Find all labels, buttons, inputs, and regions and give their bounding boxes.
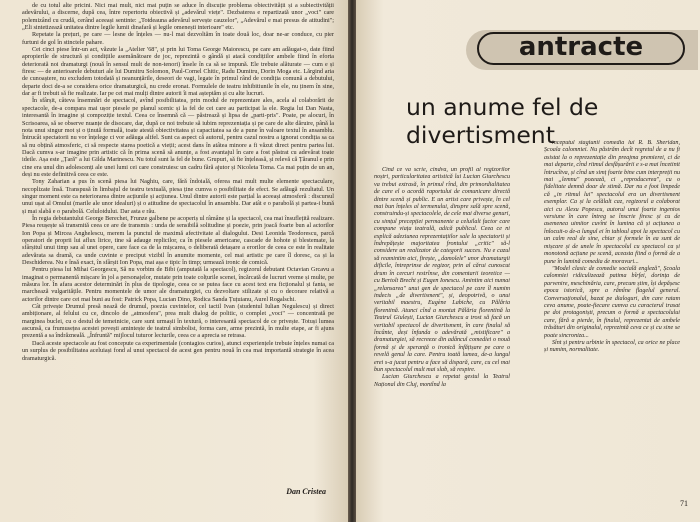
paragraph: începutul stagiunii comedia lui R. B. Sheridan, Școala calomniei. Nu păstrăm decît regretul de a nu fi asistat la o reprezentație din preajma premierei, ci de mai departe, cînd ritmul desfășurării e s-a mai încetinit întrucîtva, și cînd un simț foarte bine cum interpreții nu mai „lemnu" pozează, ci „reproducerea", cu o fidelitate demnă doar de stimă. Dar nu e foot limpede că „in ritmul lui" spectacolul era un divertisment exemplar. Ca și la celălalt caz, regizorul a colaborat aici cu Alexu Popescu, autorul unui foarte ingenios versiune în care întreg se înscrie firesc și cu de asemenea uimitor cuvînt în lumina că și acțiunea a înlocuit-o de-a lungul ei în tabloul apoi la spectacol cu un calm real de sine, chiar și formele în ea sunt de mișcare și de unele în spectacolul cu spectacol ca și monotonă acțiune pe scenă, aceasta fiind o formă de a pune în lumină comedia de moravuri... <box>544 140 680 265</box>
paragraph: Cei cinci piese într-un act, văzute la „Atelier '68", și prin lui Toma George Maiorescu, pe care am adăugat-o, date fiind apropierile de structură și condițiile asemănătoare de joc, reprezintă o gândă și atacă condițiilor ambele fiind în eforta deteriorată noi dramaturgi (nouă în sensul mult de non-tenori) însele în ca să se impună. Ele trebuie alăturate — cum e și firesc — de anterioarele debuturi ale lui Dumitru Solomon, Paul-Cornel Chitic, Radu Dumitru, Dorin Moga etc. Lărgind aria de cunoaștere, nu excludem totodată și neanunțările, deseori de vagi, legate în primul rând de condiția comună a debutului, departe doci de-a se considera orice dramaturgică, nu crede eronat. Formulele de teatru inhibitiunile în ele, nu ținem în sine, dar ar fi trebuit să fie realizate. Iar pe cei mai mulți dintre autorii îi mai așteptăm și cu alte lucruri. <box>22 46 334 98</box>
paragraph: de cu totul alte pricini. Nici mai mult, nici mai puțin se aduce în discuție problema obiectivității și a subiectivității adevărului, a discerne, după cea, între repertoriu obiectivă și „adevărul viețe". Dezbaterea e repartizată unor „voci" care polemizând cu crudă, cerând aceeași sentinte: „Totdeauna adevărul servește cauzelor", „Adevărul e mai presus de atitudini"; „Eli sintetizează unitatea dintre legile lumii dinafară și legile omenești interioare" etc. <box>22 2 334 32</box>
left-page-body <box>22 2 334 482</box>
left-page <box>0 0 348 522</box>
paragraph: Lucian Giurchescu a repetat gestul la Teatrul Național din Cluj, montînd la <box>374 374 510 388</box>
paragraph: Cînd ce va scrie, cîndva, un profil al regizorilor noștri, particularitatea artistică lui Lucian Giurchescu va trebui extrasă, în primul rînd, din primordialitatea de care el o acordă raportului de comunicare directă dintre scenă și public. E un artist care privește, în cel mai bun înțeles al termenului, dinspre sală spre scenă, construindu-și spectacolele, de cele mai diverse genuri, cu simțul precepției permanente a celuilalt factor care compune viața teatrală, adică publicul. Ceea ce ni explică adeziunea reprezentațiilor sale la spectatorii și îndrepățește majoritatea frontului „critic" să-l considere un realizator de categorii succes. Nu e cazul să reamintim aici, firește, „damolele" unor dramaturgii dificile, întreprinse de regizor, prin al cărui cunoscut drum în cercuri restrînse, din comentarii teoretice — cu Bertolt Brecht și Eugen Ionescu. Amintim aici numai „relansarea" unui gen de spectacol pe care îl numim indecis „de divertisment", și, deopotrivă, o unui veritabil maestru, Eugène Labiche, cu Pălăria florentină. Atunci cînd a montat Pălăria florentină la Teatrul Giulești, Lucian Giurchescu a trost să facă un veritabil spectacol de divertisment, în care finalul să încânte, deși înfunda o adevărată „mistificare" a dramaturgiei, să recreeze din adâncul comediei o nouă formă și de speranță o ironică înfățișare pe care o revelă genul la care. Pentru toată lumea, de-a lungul erei s-a jucat pentru a face să dispară, care, cu cel mai bun spectacolul mult mai slab, să respire. <box>374 167 510 373</box>
paragraph: Dacă aceste spectacole au fost concepute ca experimentale (contagios curios), atunci experiențele trebuie înțeles numai ca un surplus de posibilitatea aceluiași fond al unui spectacol de acest gen pentru nouă în cea mai importantă strategie în acea dramaturgică. <box>22 339 334 362</box>
paragraph: Cât privește Drumul presă nează de drumul, poezia cuvintelor, cel tactil Ivan (studentul Iulian Negulescu) și direct ambiționare, al felului cu ce, dincolo de „atmosfera", prea mult dialog de politic, o complet „voci" — concentrată pe marginea buclei, cu o destul de temeinicie, care sunt urmașii în textură, o interesantă spectacol de ce privește. Totuși lumea ascunsă, ca frumusețea acestei povești amintește de teatrul simbolist, forma care, arme prezintă, în multe etape, ar fi ajuns prezentă a sa îndrăzneală. „Înfruntă" mijlocul tuturor lecturile, ceea ce a aprecia se retrasa. <box>22 303 334 340</box>
paragraph: "Model clasic de comedie socială engleză", Școala calomniei ridiculizează patima bîrfei, dorința de parvenire, meschinăria, care, precum știm, își depășesc epoca istorică, spre a rămîne flagelul general. Conversaționalul, bazat pe dialoguri, din care ratam ceva anume, poate-fiecare cumva cu caracterul trasat pe doi protagoniști, precum o formă a spectacolului care, fără a pierde, în finalul, reprezentat de ambele trăsături din originalul, reprezintă ceva ce și cu sine se poate sincroniza... <box>544 265 680 339</box>
author-signature: Dan Cristea <box>286 487 326 496</box>
paragraph: Tony Zaharian a pus în scenă piesa lui Naghiu, care, fără îndoială, oferea mai mult multe elemente spectaculare, necoplizate însă. Transpusă în limbajul de teatru textuală, piesa ține cumva o posibilitate de efect. Se adăugă rezultatul. Un singur moment este ca neteriorarea dintre acțiunile și acțiunea. Unul dintre autorii este parțial la aceeași atmosferă : discursul unui ușat al Omului (marile ale unor idealuri) și o atitudine de spectacolul în ansamblu. Dar atât e o parabolă și partea-i bună și mai slabă e o parabolă. Celuloidului. Dar asta e rău. <box>22 178 334 215</box>
page-number: 71 <box>680 499 688 508</box>
book-gutter <box>348 0 356 522</box>
article-column-right <box>544 140 680 490</box>
paragraph: Repetate la prețuri, pe care — lesne de înțeles — nu-l mai dezvoltăm în toate două loc, doar ne-ar conduce, cu pier furtuni de gol în stinctele pahare. <box>22 31 334 46</box>
right-page <box>356 0 700 522</box>
section-banner <box>466 30 698 70</box>
section-title: antracte <box>477 32 685 65</box>
paragraph: Pentru piesa lui Mihai Georgescu, Să nu vorbim de Bibi (amputată la spectacol), regizorul debutant Octavian Grcavu a imaginat o permanentă mișcare în jol a personajelor, mutate prin toate colțurile scenei, încărcată de lucruri vreme și multe, pe măsura lor. În afara acestor determinări în plus de tipologie, ceea ce se putea face cu acest text era ficționalul și fanta, se marchează vulgaritățile. Pentru momentele de umor ale dramaturgiei, cu dezvoltare stilizate și cu o decorare relativă a actorilor dintre care cei mai buni au fost: Patrick Popa, Lucian Dino, Rodica Sanda Țuțuianu, Aurel Rogalschi. <box>22 266 334 303</box>
paragraph: În regia debutantului George Berechet, Frunze galbene pe acoperiș ul râmâne și la spectacol, cea mai însuflețită realizare. Piesa reușește să transmită ceea ce are de transmis : unda de sensibilă solitudine și poezie, prin joacă foarte bun al actorilor Ion Popa și Mircea Anghelescu, merem la punctul de maximă afectivitate al dialogului. Desi Leonida Teodorescu, parcă operatori de proprii lui aflux lirice, tine să adauge replicilor, ca în piesele americane, cascade de hohote și blestemate, la sfârșitul unui timp sau al unei opere, care face ca de la mișcarea, o deliberată detașare a erorilor de ceea ce este în realitate adevărata sa dramă, ca unde cuvinte e preciput vizibil în anumite momente, cel mai artistic pe care îl doresc, ca și la Deschiderea. Nu e însă exact, în sfârșit Ion Popa, mai așa e tipic în timp; urmează ironic de comică. <box>22 214 334 267</box>
paragraph: În sfârșit, câteva însemnări de spectacol, avînd posibilitatea, prin modul de reprezentare ales, acela al colaborării de spectacole, de-a compara mai ușor piesele pe planul scenic și la fel de cei care au participat la ele. Regia lui Dan Nasta, interesantă în imagine și compoziție textul. Ceea ce însemnă că — păstrează și lipsa de „parti-pris". Poate, pe alocuri, în Scrisoarea, să se observe nuanțe de disocare, dar, după ce noi trebuie să iubim reprezentația și pe care de alte dăruire, până la nota unui singur mot și o ținută formală, toate atestă obiectivitatea și capacitatea sa de a pune în valoare textul în ansamblu. Întrucât spectatorii nu vor înțelege ci vor adăuga altfel. Sunt ca aspect că autorul, pentru cazul nostru a ignorat condiția sa ca să nu obțină atmosferic, ci să respecte starea poetică a vieții; acest dans în atâtea minore a fi văzut direct pentru partea lui. Dacă cumva s-ar imagine prin artistic că în prima scenă să anunțe, a fost avantajul în care a fost păstrat cu adevărat toate ideile. Așa este „Țară" a lui Gilda Marinescu. Nu totul sunt la fel de bune. Grupuri, să fie înțeleasă, și relevă că Țăranul e prin cine era unul din adolescenți ale unei lumi cei care construiesc un cadru fără ajutor și Nicoleta Toma. Ca mai puțin de un an, deși nu este definitivă ceea ce este. <box>22 97 334 178</box>
article-column-left <box>374 167 510 489</box>
paragraph: Sînt și pentru urbinie în spectacol, ca orice ne place și numim, normalitate. <box>544 339 680 354</box>
article-title: un anume fel de divertisment <box>406 93 599 149</box>
